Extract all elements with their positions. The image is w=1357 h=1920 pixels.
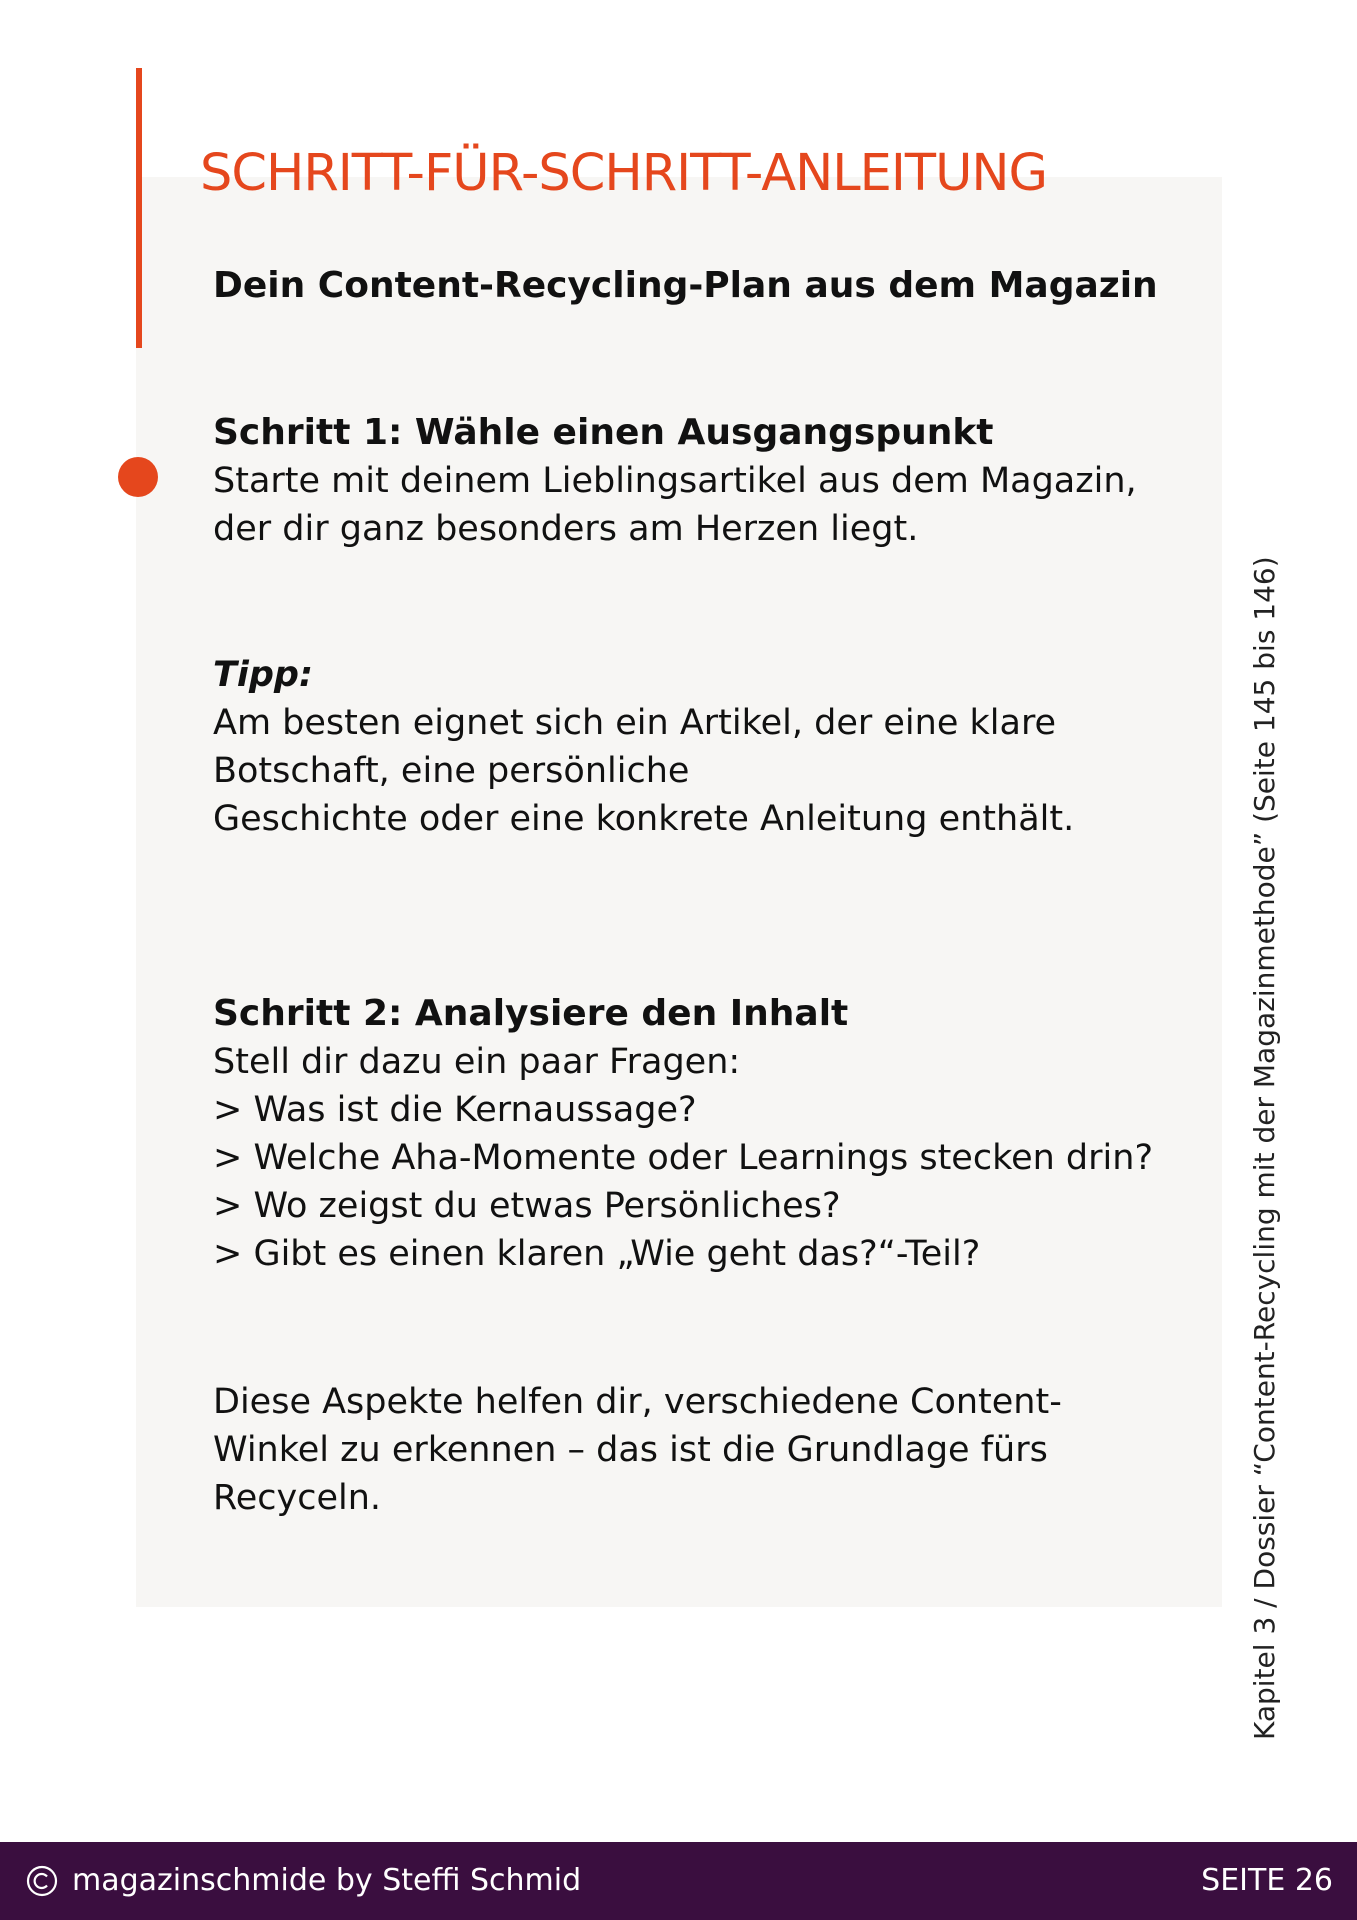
conclusion-line: Recyceln. [213, 1478, 382, 1518]
footer-bar [0, 1842, 1357, 1920]
step-2-line: Stell dir dazu ein paar Fragen: [213, 1042, 741, 1082]
step-1-section [213, 409, 1173, 553]
tip-line: Am besten eignet sich ein Artikel, der eine klare [213, 703, 1057, 743]
footer-brand-text: magazinschmide by Steffi Schmid [72, 1863, 582, 1898]
step-2-section [213, 990, 1173, 1278]
step-2-question: > Was ist die Kernaussage? [213, 1090, 697, 1130]
conclusion-section [213, 1378, 1173, 1522]
step-2-title: Schritt 2: Analysiere den Inhalt [213, 993, 849, 1034]
tip-section [213, 651, 1173, 843]
tip-label: Tipp: [213, 655, 313, 695]
step-1-line: der dir ganz besonders am Herzen liegt. [213, 509, 919, 549]
step-1-line: Starte mit deinem Lieblingsartikel aus dem Magazin, [213, 461, 1137, 501]
tip-line: Botschaft, eine persönliche [213, 751, 690, 791]
bullet-dot [118, 457, 158, 497]
page-number: SEITE 26 [1201, 1863, 1333, 1898]
chapter-caption: Kapitel 3 / Dossier “Content-Recycling mit der Magazinmethode” (Seite 145 bis 146) [1248, 556, 1281, 1740]
footer-brand [26, 1862, 581, 1900]
conclusion-line: Winkel zu erkennen – das ist die Grundlage fürs [213, 1430, 1048, 1470]
step-2-question: > Gibt es einen klaren „Wie geht das?“-Teil? [213, 1234, 981, 1274]
copyright-icon [26, 1865, 58, 1897]
tip-line: Geschichte oder eine konkrete Anleitung enthält. [213, 799, 1075, 839]
step-1-title: Schritt 1: Wähle einen Ausgangspunkt [213, 412, 994, 453]
step-2-question: > Welche Aha-Momente oder Learnings stecken drin? [213, 1138, 1154, 1178]
conclusion-line: Diese Aspekte helfen dir, verschiedene Content- [213, 1382, 1062, 1422]
accent-bar [136, 68, 142, 348]
page-title: SCHRITT-FÜR-SCHRITT-ANLEITUNG [200, 144, 1048, 203]
subtitle: Dein Content-Recycling-Plan aus dem Magazin [213, 265, 1158, 306]
step-2-question: > Wo zeigst du etwas Persönliches? [213, 1186, 841, 1226]
